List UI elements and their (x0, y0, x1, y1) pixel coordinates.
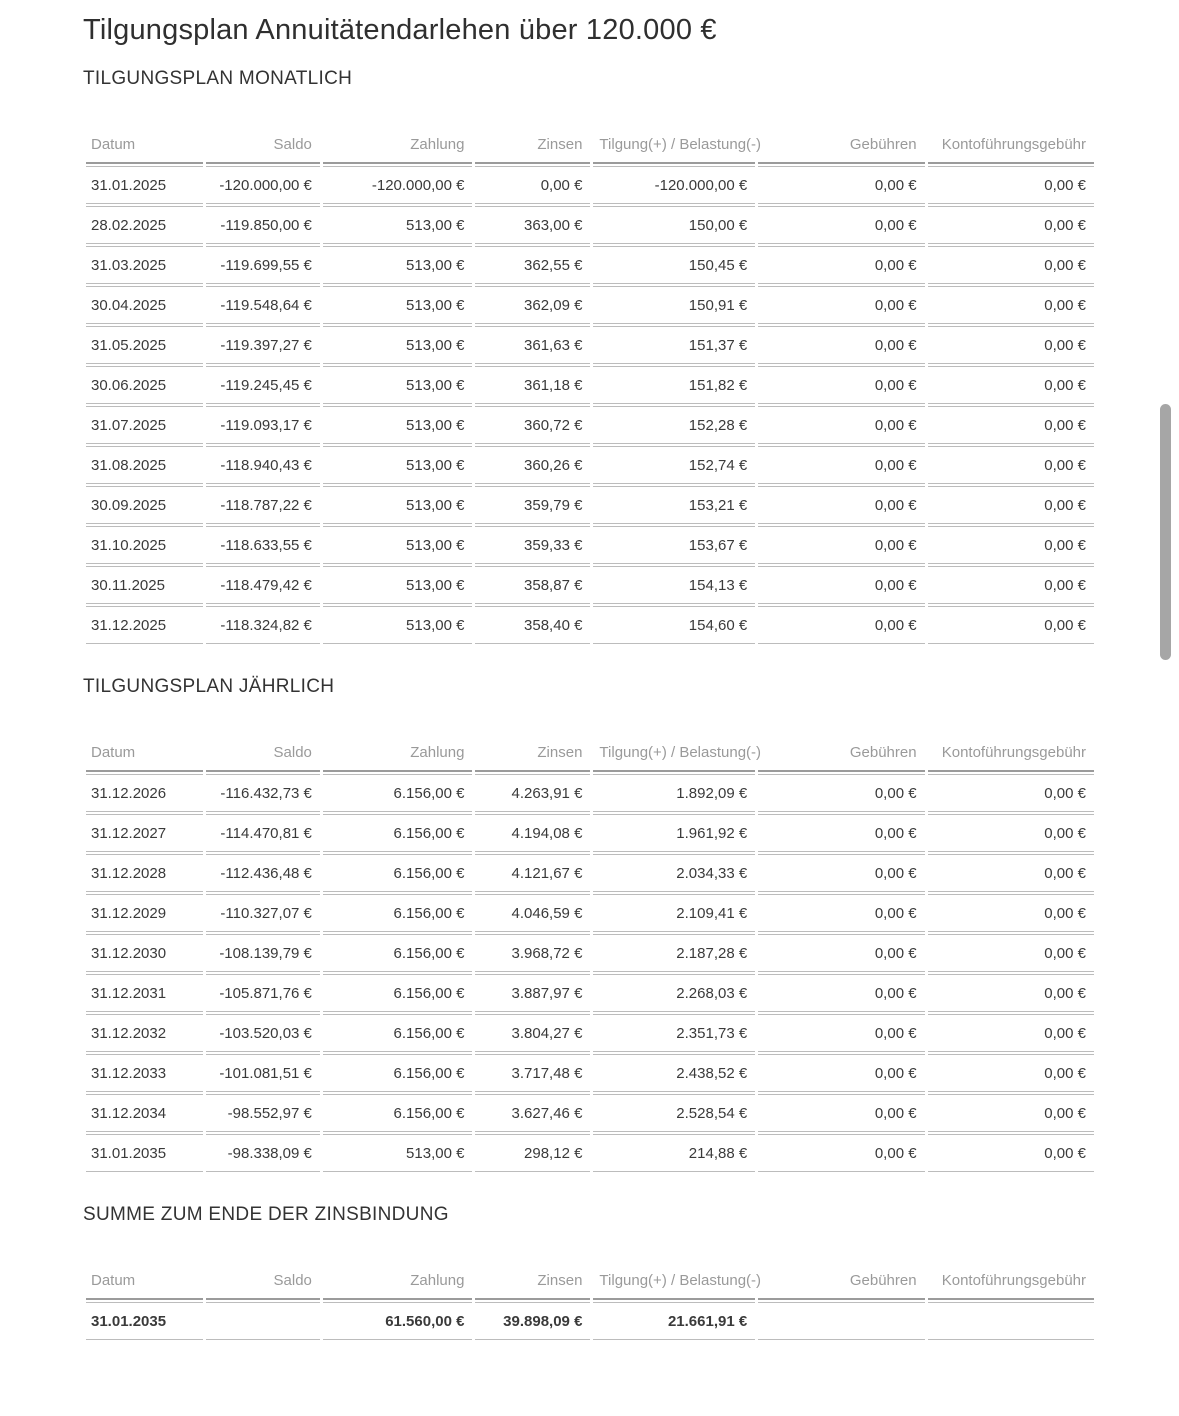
table-cell: 4.194,08 € (475, 814, 590, 852)
table-cell: 0,00 € (928, 934, 1094, 972)
column-header: Zinsen (475, 744, 590, 772)
table-cell: 31.12.2029 (86, 894, 203, 932)
table-row (86, 406, 1094, 444)
column-header: Zahlung (323, 1272, 473, 1300)
table-cell: 153,21 € (593, 486, 755, 524)
table-cell: 6.156,00 € (323, 1014, 473, 1052)
table-cell: 3.887,97 € (475, 974, 590, 1012)
table-cell: 0,00 € (928, 974, 1094, 1012)
table-cell: 31.12.2031 (86, 974, 203, 1012)
table-cell: 0,00 € (758, 894, 924, 932)
amortization-table-monthly (83, 134, 1097, 646)
table-row (86, 1094, 1094, 1132)
table-cell: 28.02.2025 (86, 206, 203, 244)
table-cell: 1.961,92 € (593, 814, 755, 852)
section-heading-yearly: TILGUNGSPLAN JÄHRLICH (83, 676, 335, 697)
table-row (86, 566, 1094, 604)
table-cell: 0,00 € (928, 166, 1094, 204)
table-cell: 513,00 € (323, 486, 473, 524)
table-cell: 3.968,72 € (475, 934, 590, 972)
table-cell: 31.01.2035 (86, 1302, 203, 1340)
table-cell: 31.12.2033 (86, 1054, 203, 1092)
table-cell: 513,00 € (323, 246, 473, 284)
table-cell: 30.06.2025 (86, 366, 203, 404)
table-cell: 0,00 € (928, 1014, 1094, 1052)
table-cell: 0,00 € (758, 486, 924, 524)
table-cell: 0,00 € (758, 934, 924, 972)
table-cell: 2.034,33 € (593, 854, 755, 892)
column-header: Tilgung(+) / Belastung(-) (593, 136, 755, 164)
section-heading-monthly: TILGUNGSPLAN MONATLICH (83, 68, 353, 89)
table-cell: -119.850,00 € (206, 206, 320, 244)
table-cell: 3.717,48 € (475, 1054, 590, 1092)
table-cell (758, 1302, 924, 1340)
table-cell: 31.01.2035 (86, 1134, 203, 1172)
table-row (86, 286, 1094, 324)
table-cell: 0,00 € (928, 774, 1094, 812)
table-cell: 0,00 € (928, 814, 1094, 852)
table-cell: 151,82 € (593, 366, 755, 404)
table-cell: 6.156,00 € (323, 814, 473, 852)
column-header: Tilgung(+) / Belastung(-) (593, 744, 755, 772)
table-cell: 513,00 € (323, 526, 473, 564)
table-cell: 0,00 € (758, 974, 924, 1012)
table-row (86, 1014, 1094, 1052)
table-cell: 39.898,09 € (475, 1302, 590, 1340)
table-cell: -118.940,43 € (206, 446, 320, 484)
column-header: Zinsen (475, 136, 590, 164)
table-cell: 0,00 € (928, 406, 1094, 444)
table-cell: 0,00 € (928, 1094, 1094, 1132)
column-header: Datum (86, 1272, 203, 1300)
table-row (86, 366, 1094, 404)
table-cell: 31.05.2025 (86, 326, 203, 364)
table-cell: 0,00 € (928, 366, 1094, 404)
column-header: Datum (86, 136, 203, 164)
table-cell: 0,00 € (758, 326, 924, 364)
table-cell: 0,00 € (928, 854, 1094, 892)
table-cell: 31.12.2034 (86, 1094, 203, 1132)
main-content (83, 14, 1097, 1342)
table-cell: 31.12.2027 (86, 814, 203, 852)
table-cell (206, 1302, 320, 1340)
table-cell: 513,00 € (323, 446, 473, 484)
table-cell: 0,00 € (758, 774, 924, 812)
table-cell (928, 1302, 1094, 1340)
table-cell: 2.351,73 € (593, 1014, 755, 1052)
column-header: Zahlung (323, 136, 473, 164)
column-header: Datum (86, 744, 203, 772)
table-cell: 0,00 € (758, 854, 924, 892)
table-cell: 30.11.2025 (86, 566, 203, 604)
table-cell: 0,00 € (758, 446, 924, 484)
table-cell: 0,00 € (928, 326, 1094, 364)
table-cell: -101.081,51 € (206, 1054, 320, 1092)
table-cell: -120.000,00 € (206, 166, 320, 204)
column-header: Saldo (206, 136, 320, 164)
table-cell: 6.156,00 € (323, 934, 473, 972)
table-cell: 2.268,03 € (593, 974, 755, 1012)
table-cell: 31.12.2030 (86, 934, 203, 972)
table-cell: 298,12 € (475, 1134, 590, 1172)
table-cell: 214,88 € (593, 1134, 755, 1172)
column-header: Gebühren (758, 136, 924, 164)
table-row (86, 974, 1094, 1012)
table-cell: 6.156,00 € (323, 1054, 473, 1092)
table-cell: 362,55 € (475, 246, 590, 284)
table-row (86, 934, 1094, 972)
table-cell: 0,00 € (758, 606, 924, 644)
table-cell: 31.10.2025 (86, 526, 203, 564)
table-cell: 359,79 € (475, 486, 590, 524)
table-cell: 0,00 € (758, 246, 924, 284)
table-cell: 0,00 € (758, 814, 924, 852)
table-cell: 513,00 € (323, 286, 473, 324)
table-cell: -118.324,82 € (206, 606, 320, 644)
table-cell: 6.156,00 € (323, 854, 473, 892)
column-header: Kontoführungsgebühr (928, 1272, 1094, 1300)
table-cell: 154,60 € (593, 606, 755, 644)
table-cell: 0,00 € (758, 166, 924, 204)
table-cell: 2.109,41 € (593, 894, 755, 932)
table-cell: 6.156,00 € (323, 774, 473, 812)
table-cell: 0,00 € (928, 526, 1094, 564)
table-cell: 151,37 € (593, 326, 755, 364)
table-row (86, 486, 1094, 524)
table-cell: 0,00 € (928, 286, 1094, 324)
column-header: Saldo (206, 744, 320, 772)
table-cell: 4.263,91 € (475, 774, 590, 812)
table-cell: -116.432,73 € (206, 774, 320, 812)
table-row (86, 854, 1094, 892)
table-cell: 2.438,52 € (593, 1054, 755, 1092)
table-cell: 0,00 € (758, 366, 924, 404)
table-cell: 30.09.2025 (86, 486, 203, 524)
column-header: Zinsen (475, 1272, 590, 1300)
table-cell: 0,00 € (758, 286, 924, 324)
header-row (86, 744, 1094, 772)
vertical-scrollbar-thumb[interactable] (1160, 404, 1171, 660)
page-title: Tilgungsplan Annuitätendarlehen über 120.000 € (83, 14, 717, 46)
table-cell: 360,72 € (475, 406, 590, 444)
table-cell: 358,87 € (475, 566, 590, 604)
table-row (86, 526, 1094, 564)
table-row (86, 894, 1094, 932)
table-cell: 359,33 € (475, 526, 590, 564)
table-cell: -110.327,07 € (206, 894, 320, 932)
table-cell: 0,00 € (928, 246, 1094, 284)
column-header: Zahlung (323, 744, 473, 772)
column-header: Tilgung(+) / Belastung(-) (593, 1272, 755, 1300)
table-cell: 0,00 € (928, 206, 1094, 244)
table-cell: 150,00 € (593, 206, 755, 244)
table-cell: -119.548,64 € (206, 286, 320, 324)
table-cell: 0,00 € (928, 446, 1094, 484)
column-header: Kontoführungsgebühr (928, 136, 1094, 164)
table-cell: -112.436,48 € (206, 854, 320, 892)
table-row (86, 446, 1094, 484)
table-cell: 152,28 € (593, 406, 755, 444)
table-cell: 513,00 € (323, 206, 473, 244)
table-cell: 0,00 € (928, 894, 1094, 932)
table-cell: 31.03.2025 (86, 246, 203, 284)
table-cell: -108.139,79 € (206, 934, 320, 972)
table-cell: 154,13 € (593, 566, 755, 604)
table-row (86, 1302, 1094, 1340)
table-cell: 363,00 € (475, 206, 590, 244)
table-cell: 513,00 € (323, 606, 473, 644)
header-row (86, 1272, 1094, 1300)
table-cell: 30.04.2025 (86, 286, 203, 324)
table-cell: 0,00 € (928, 486, 1094, 524)
table-cell: -118.633,55 € (206, 526, 320, 564)
table-row (86, 606, 1094, 644)
table-cell: -119.093,17 € (206, 406, 320, 444)
table-cell: 152,74 € (593, 446, 755, 484)
header-row (86, 136, 1094, 164)
table-cell: -119.699,55 € (206, 246, 320, 284)
table-cell: 0,00 € (928, 566, 1094, 604)
table-cell: 361,18 € (475, 366, 590, 404)
table-cell: 513,00 € (323, 566, 473, 604)
table-cell: 0,00 € (758, 1014, 924, 1052)
table-cell: 150,91 € (593, 286, 755, 324)
table-row (86, 246, 1094, 284)
summary-table (83, 1270, 1097, 1342)
table-cell: 6.156,00 € (323, 1094, 473, 1132)
table-cell: 153,67 € (593, 526, 755, 564)
table-row (86, 774, 1094, 812)
table-cell: -119.245,45 € (206, 366, 320, 404)
table-cell: 3.627,46 € (475, 1094, 590, 1132)
table-cell: 0,00 € (758, 206, 924, 244)
table-cell: 0,00 € (475, 166, 590, 204)
table-cell: -114.470,81 € (206, 814, 320, 852)
column-header: Saldo (206, 1272, 320, 1300)
table-cell: 513,00 € (323, 326, 473, 364)
table-cell: -98.338,09 € (206, 1134, 320, 1172)
table-cell: 513,00 € (323, 406, 473, 444)
table-cell: 21.661,91 € (593, 1302, 755, 1340)
table-cell: 1.892,09 € (593, 774, 755, 812)
table-cell: 31.12.2028 (86, 854, 203, 892)
table-cell: 513,00 € (323, 366, 473, 404)
table-cell: -118.479,42 € (206, 566, 320, 604)
table-cell: 362,09 € (475, 286, 590, 324)
amortization-table-yearly (83, 742, 1097, 1174)
table-cell: 6.156,00 € (323, 894, 473, 932)
table-cell: 31.01.2025 (86, 166, 203, 204)
table-cell: 61.560,00 € (323, 1302, 473, 1340)
table-row (86, 166, 1094, 204)
table-cell: 0,00 € (758, 406, 924, 444)
table-cell: 2.187,28 € (593, 934, 755, 972)
table-cell: 0,00 € (758, 526, 924, 564)
table-cell: -103.520,03 € (206, 1014, 320, 1052)
table-cell: 31.08.2025 (86, 446, 203, 484)
table-cell: 0,00 € (758, 566, 924, 604)
table-cell: 0,00 € (928, 1054, 1094, 1092)
table-cell: -118.787,22 € (206, 486, 320, 524)
table-cell: 4.046,59 € (475, 894, 590, 932)
table-row (86, 814, 1094, 852)
column-header: Gebühren (758, 1272, 924, 1300)
table-cell: 31.12.2025 (86, 606, 203, 644)
table-row (86, 1134, 1094, 1172)
table-cell: 358,40 € (475, 606, 590, 644)
table-cell: 31.12.2026 (86, 774, 203, 812)
table-cell: 513,00 € (323, 1134, 473, 1172)
table-cell: -120.000,00 € (323, 166, 473, 204)
table-cell: -105.871,76 € (206, 974, 320, 1012)
table-cell: 0,00 € (758, 1054, 924, 1092)
table-cell: 0,00 € (928, 1134, 1094, 1172)
table-cell: 0,00 € (928, 606, 1094, 644)
table-cell: 360,26 € (475, 446, 590, 484)
table-cell: 0,00 € (758, 1134, 924, 1172)
table-cell: 6.156,00 € (323, 974, 473, 1012)
table-cell: 2.528,54 € (593, 1094, 755, 1132)
table-cell: 31.07.2025 (86, 406, 203, 444)
table-cell: 150,45 € (593, 246, 755, 284)
table-row (86, 326, 1094, 364)
table-cell: 361,63 € (475, 326, 590, 364)
table-cell: 31.12.2032 (86, 1014, 203, 1052)
column-header: Kontoführungsgebühr (928, 744, 1094, 772)
table-cell: -98.552,97 € (206, 1094, 320, 1132)
section-heading-summary: SUMME ZUM ENDE DER ZINSBINDUNG (83, 1204, 449, 1225)
table-cell: 3.804,27 € (475, 1014, 590, 1052)
table-cell: 0,00 € (758, 1094, 924, 1132)
table-cell: -120.000,00 € (593, 166, 755, 204)
table-cell: 4.121,67 € (475, 854, 590, 892)
table-cell: -119.397,27 € (206, 326, 320, 364)
table-row (86, 206, 1094, 244)
table-row (86, 1054, 1094, 1092)
column-header: Gebühren (758, 744, 924, 772)
